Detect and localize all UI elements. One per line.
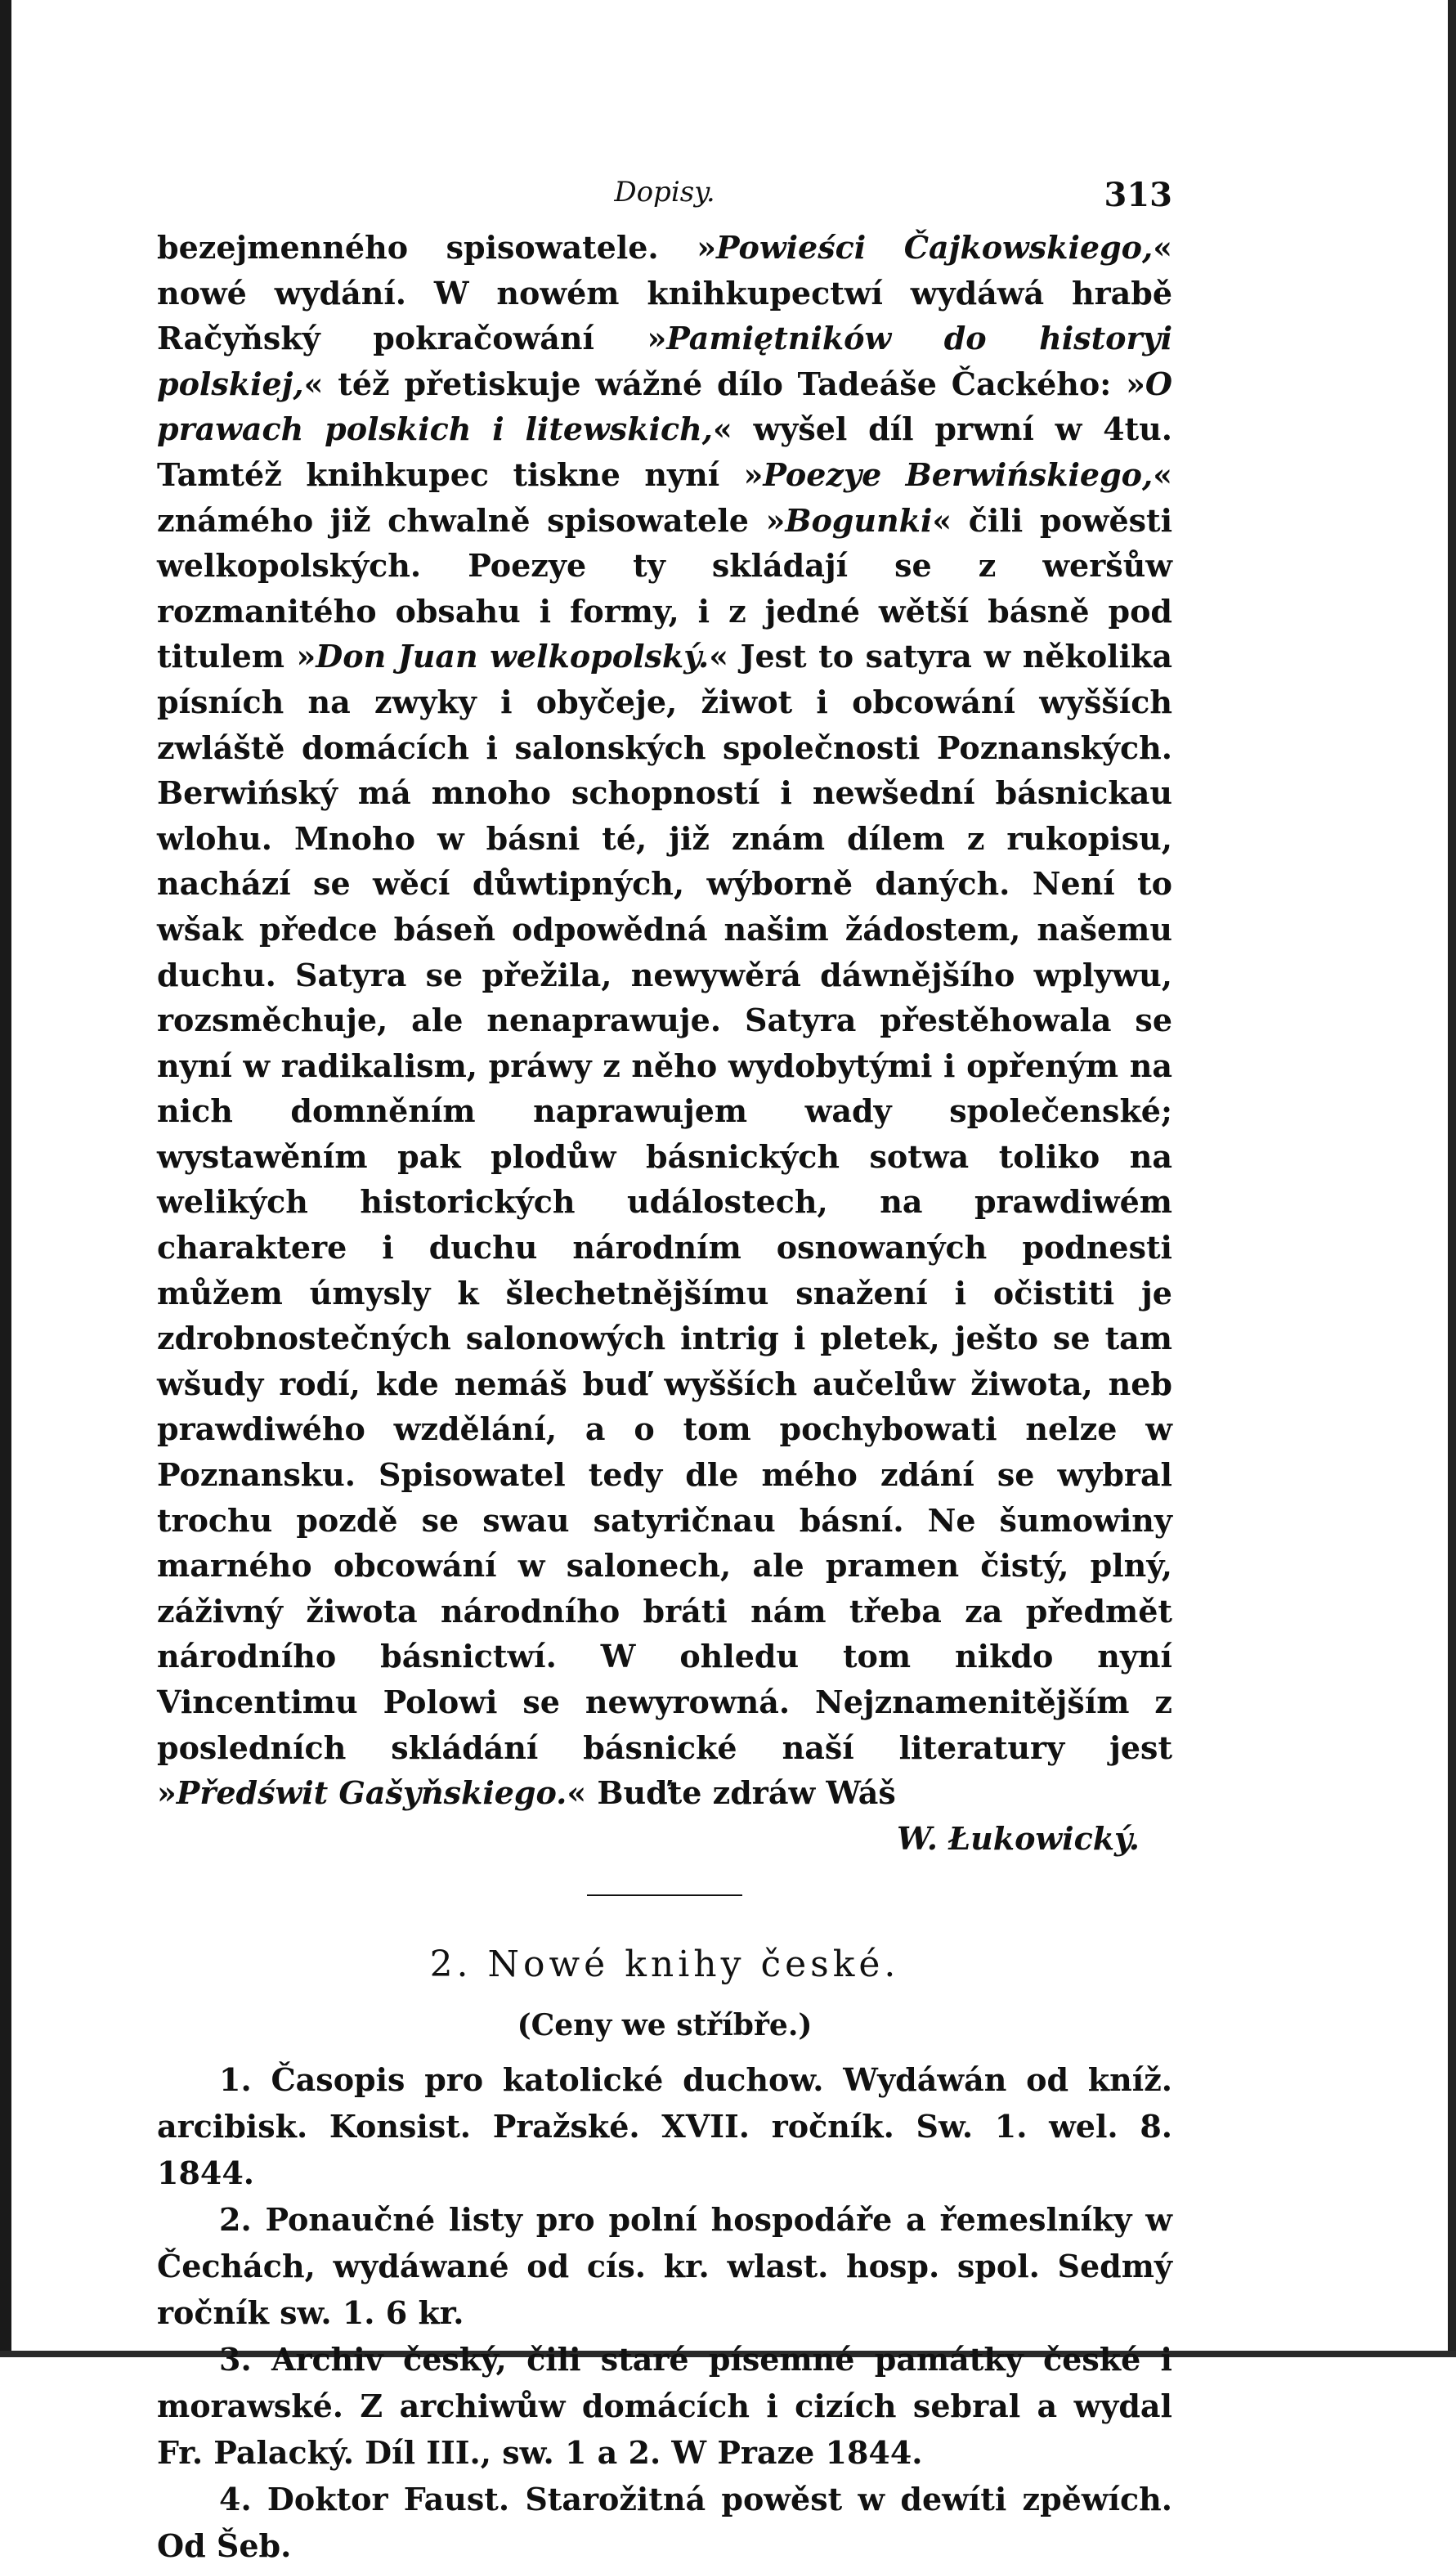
- italic-title: Poezye Berwińskiego,: [763, 455, 1154, 493]
- letter-paragraph: [157, 225, 1172, 1816]
- page-edge-right: [1448, 0, 1456, 2357]
- text-run: « wyšel díl prwní w 4tu. Tamtéž knihkupec tiskne nyní »: [157, 410, 1172, 493]
- page-edge-left: [0, 0, 11, 2357]
- text-run: « Jest to satyra w několika písních na zwyky i obyčeje, žiwot i obcowání wyšších zwláště domácích i salonských společnosti Poznanských. Berwińský má mnoho schopností i newšední básnickau wlohu. Mnoho w básni té, již znám dílem z rukopisu, nachází se wěcí důwtipných, wýborně daných. Není to wšak předce báseň odpowědná našim žádostem, našemu duchu. Satyra se přežila, newywěrá dáwnějšího wplywu, rozsměchuje, ale nenaprawuje. Satyra přestěhowala se nyní w radikalism, práwy z něho wydobytými i opřeným na nich domněním naprawujem wady společenské; wystawěním pak plodůw básnických sotwa toliko na welikých historických událostech, na prawdiwém charaktere i duchu národním osnowaných podnesti můžem úmysly k šlechetnějšímu snažení i očistiti je zdrobnostečných salonowých intrig i pletek, ješto se tam wšudy rodí, kde nemáš buď wyšších aučelůw žiwota, neb prawdiwého wzdělání, a o tom pochybowati nelze w Poznansku. Spisowatel tedy dle mého zdání se wybral trochu pozdě se swau satyričnau básní. Ne šumowiny marného obcowání w salonech, ale pramen čistý, plný, záživný žiwota národního bráti nám třeba za předmět národního básnictwí. W ohledu tom nikdo nyní Vincentimu Polowi se newyrowná. Nejznamenitějším z posledních skládání básnické naší literatury jest »: [157, 638, 1173, 1812]
- italic-title: Bogunki: [785, 501, 933, 539]
- section-subheading: (Ceny we stříbře.): [517, 2007, 813, 2042]
- running-title: Dopisy.: [614, 176, 715, 208]
- text-run: « nowé wydání. W nowém knihkupectwí wydáwá hrabě Račyňský pokračowání »: [157, 229, 1173, 357]
- text-run: bezejmenného spisowatele. »: [157, 229, 716, 266]
- italic-title: Předświt Gašyňskiego.: [176, 1774, 567, 1812]
- book-list: [157, 2056, 1172, 2569]
- italic-title: O prawach polskich i litewskich,: [157, 365, 1172, 448]
- italic-title: Pamiętników do historyi polskiej,: [157, 320, 1172, 402]
- book-entry: 4. Doktor Faust. Starožitná powěst w dewíti zpěwích. Od Šeb.: [157, 2480, 1172, 2564]
- letter-signature: W. Łukowický.: [896, 1819, 1140, 1857]
- italic-title: Powieści Čajkowskiego,: [716, 229, 1154, 266]
- book-entry: 2. Ponaučné listy pro polní hospodáře a řemeslníky w Čechách, wydáwané od cís. kr. wlast. hosp. spol. Sedmý ročník sw. 1. 6 kr.: [157, 2200, 1172, 2331]
- book-entry: 1. Časopis pro katolické duchow. Wydáwán od kníž. arcibisk. Konsist. Pražské. XVII. ročník. Sw. 1. wel. 8. 1844.: [157, 2060, 1172, 2191]
- letter-body: [157, 225, 1172, 1862]
- page-number: 313: [1104, 176, 1172, 214]
- text-run: « též přetiskuje wážné dílo Tadeáše Čackého: »: [303, 365, 1145, 402]
- running-head: [157, 176, 1172, 225]
- text-run: « Buďte zdráw Wáš: [567, 1774, 896, 1812]
- book-entry: 3. Archiv český, čili staré písemné památky české i morawské. Z archiwůw domácích i cizích sebral a wydal Fr. Palacký. Díl III., sw. 1 a 2. W Praze 1844.: [157, 2340, 1172, 2471]
- italic-title: Don Juan welkopolský.: [316, 638, 710, 675]
- section-divider: [587, 1894, 742, 1896]
- section-heading: 2. Nowé knihy české.: [429, 1943, 900, 1985]
- text-run: « čili powěsti welkopolských. Poezye ty skládají se z weršůw rozmanitého obsahu i formy, i z jedné wětší básně pod titulem »: [157, 501, 1173, 675]
- text-run: « známého již chwalně spisowatele »: [157, 455, 1172, 539]
- page-column: [157, 176, 1172, 2569]
